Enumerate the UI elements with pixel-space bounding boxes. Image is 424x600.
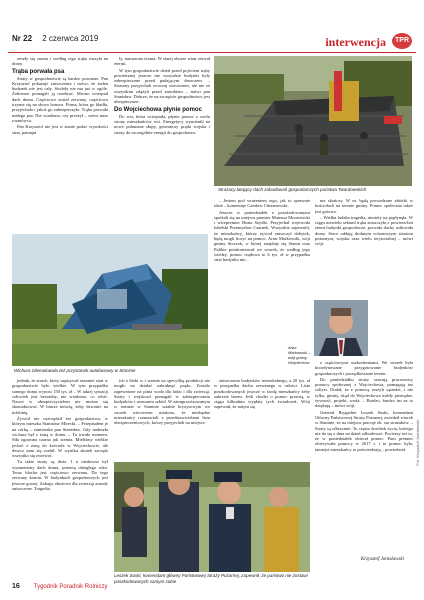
paragraph: ly, naruszona ściana. W starej oborze wiatr zerwał eternit. xyxy=(114,56,210,67)
article-column-7 xyxy=(214,378,310,458)
section-title: interwencja xyxy=(325,35,386,49)
page-footer xyxy=(12,583,107,590)
photo-caption-3: Artur Markowski – wójt gminy Wojciechów xyxy=(288,345,311,365)
photo-firefighters-roof xyxy=(214,56,412,186)
photo-caption-4: Leszek Suski, komendant główny Państwowej Straży Pożarnej, zapewnił, że państwo nie zostawi poszkodowanych samym sobie xyxy=(114,573,308,584)
paragraph: Jeszcze w poniedziałek z poszkodowanymi spotkali się na miejscu premier Mateusz Morawiecki i wicepremier Beata Szydło. Przyjechał wojewoda lubelski Przemysław Czarnek. Wszystkie zapewnili, że mieszkańcy, którzy żywioł zniszczył dobytek, będą mogli liczyć na pomoc. Artur Markowski, wójt gminy Stoczek, w której znajduje się Stanin oraz Palikie poinformował we wtorek, że według jego wiedzy, pomoc rządowa to 6 tys. zł w przypadku strat budynku nie... xyxy=(214,209,310,263)
photo-caption-1: Strażacy łatający dach zabudowań gospodarczych państwa Twardowskich xyxy=(218,187,367,192)
paragraph: z częściowymi uszkodzeniami. We wtorek była koordynowane przygotowanie budynków gospodarczych i porządkowanie terenu. xyxy=(315,360,413,376)
paragraph: W tym gospodarstwie dzień przed pojściem trąby powietrznej jeszcze nie wszystkie budynki były zabezpieczone przed padającym deszczem. – Straszny przyjechali wczoraj wieczorem, ale nie ze wszystkim zdążyli przed zmrokiem – mówi pan Stanisław. Dobrze, że na szczęście gospodarstwo jest ubezpieczone. xyxy=(114,67,210,105)
subheading: Trąba porwała psa xyxy=(12,68,65,75)
paragraph: Generał Brygadier Leszek Suski, komendant Główny Państwowej Straży Pożarnej, zwiedził wtorek w Staninie, że na miejscu pracuje ok. stu strażaków. – Straty są olbrzymie. To często dorobek życia, którego nie da się z dnia na dzień odbudować. Pocieszy też to, że w poniedziałek obiecał pomoc. Pani premier obiecywała pomocy w 2017 r. i to pomoc była, tamtejsi mieszkańcy to potwierdzają – powiedział. xyxy=(315,409,413,452)
photo-bus-stop xyxy=(12,234,208,366)
article-column-5 xyxy=(12,378,108,556)
publication-brand: Tygodnik Poradnik Rolniczy xyxy=(33,584,108,590)
paragraph: nie skończy. W m. będą prowadzone zbiórki w kościołach na terenie gminy. Pomoc społeczna także jest gotowa. xyxy=(315,198,413,214)
photo-credit: Fot. Krzysztof Janisławski xyxy=(415,420,420,466)
article-column-1 xyxy=(12,56,108,230)
issue-number: Nr 22 xyxy=(12,34,33,43)
paragraph: zniszczenia budynków mieszkalnego, a 20 tys. zł w przypadku dachu zerwanego w całości. Lista poszkodowanych jeszcze w środę mieszkańcy żeby zakresie lasem. Jeśli chodzi o pomoc prawną, w ciągu kilkudniu wypłaty tych świadczeń. Wójt zapewnił, że natym się xyxy=(214,378,310,410)
paragraph: – Wielka ludzka tragedia, niestety na popłynęła. W ciągu niewielu sekund trąba zniszczyła z powierzchni ziemi budynki gospodarcze, porwała dachy usiłowała domy. Serce oddają drobnym ochotniczym strażom pożarnym, wojsku oraz wielu terytorialnej – mówi wójt. xyxy=(315,214,413,247)
photo-commander xyxy=(114,462,310,572)
paragraph: ich z łóżki w i ważnie na specyfikę produkcji nie mogło na działać zabraknąć prądu. Zostało zapewnione na pitna woda dla ludzi i dla zwierząt. Straty i wojskowi pomagali w zabezpieczaniu budynków i usuwaniu szkód. W zaimprowizowanym w remizie w Staninie sztabie kryzysowym we wtorek wieczorem ustalono, że niezbędne mieszkańcy rozmawiali z przedstawicielami firm ubezpieczeniowych, którzy przyjechali na miejsce. xyxy=(114,378,210,426)
page-number: 16 xyxy=(12,583,20,590)
paragraph: – Jestem pod wrażeniem tego, jak to sprawnie idzie – komentuje Czesław Chrzanowski. xyxy=(214,198,310,209)
paragraph: Pan Krzysztof nie jest w stanie podać wysokości strat, pamięta xyxy=(12,124,108,135)
paragraph: Do poniedziałku straży szacują pracownicy pomocy społecznej z Wojciechowa, pomagają też soltysi. Dodał, że z pomocą ruszyli sąsiedzi, i nie tylko, gminy, skąd do Wojciechowa trafiły pieniądze, żywność, projekt, woda. – Bardzo, bardzo im za to dziękuję – mówi wójt. xyxy=(315,376,413,409)
article-column-4 xyxy=(315,198,413,298)
article-column-8 xyxy=(315,360,413,554)
page-header xyxy=(0,0,424,52)
subheading: Do Wojciechowa płynie pomoc xyxy=(114,106,202,113)
article-author: Krzysztof Janisławski xyxy=(360,557,404,562)
issue-date: 2 czerwca 2019 xyxy=(42,34,99,43)
article-column-6 xyxy=(114,378,210,458)
section-logo-icon: TPR xyxy=(392,33,412,49)
paragraph: Straty w gospodarstwie są bardzo poważne. Pan Krzysztof pokazuje zniszczenia i mówi, że żaden budynek nie jest cały. Stodoły nie ma już w ogóle. Żołnierze pomagali ją rozebrać. Mocno ucierpiał dach domu. Częściowo został zerwany, częściowo trzyma się na słowo honoru. Firma, która go kładła, przyjechała i jakoś go zabezpieczyła. Trąba porwała małego psa. Nie wiadomo, czy przeżył – mówi nasz rozmówca. xyxy=(12,75,108,123)
photo-wojt-portrait xyxy=(314,300,368,356)
photo-caption-2: Wichura zdemolowała też przystanek autobusowy w Staninie xyxy=(14,368,136,373)
article-column-2 xyxy=(114,56,210,230)
issue-info xyxy=(12,34,98,43)
paragraph: zeszły się razem i według tego trąba ruszyła na domy. xyxy=(12,56,108,67)
paragraph: Żywioł nie oszczędził też gospodarstwa, w którym mieszka Stanisław Mirecki. – Przepisałem je na córkę – zamieszka pan Stanisław. Gdy nadeszła wichura był z żoną w domu. – To trwało moment. Siła ogromna czarna jak ziemia. Mieliśmy wielkie jechać z żoną do kościoła w Wojciechowie, ale deszcz nam się rozbił. W wyniku skutek zacząło wszystko się zwiewać. xyxy=(12,416,108,459)
paragraph: jednak, że strach, który zapisywał szaranie strat w gospodarstwie było wielkie. W tym przypadku samego domu wynosi 150 tys. zł – W takiej sytuacji człowiek jest bezradny, nie wiadomo, co robić. Nawet w ubezpieczycielem nie można się skontaktować. W biurze mówią, żeby dzwonić na infolinię. xyxy=(12,378,108,415)
paragraph: Tu takie straty są duże. I u niedawno był wymieniony dach domu, jesienią ubiegłego roku. Teraz blacha jest częściowo zerwana. Do tego zerwany komin. W budynkach gospodarczych jest jeszcze gorzej. Zakupy zbożowe dla zwierząt zostały zniszczone. Tragedia. xyxy=(12,459,108,491)
header-rule xyxy=(8,52,416,53)
paragraph: Do wsi, która ucierpiała, płynie pomoc z wielu strony mieszkańców wsi. Energetycy wymienili na nowe połamane słupy, generatory prądu wojska i straży do szczególnie energii do gospodarstw. xyxy=(114,113,210,135)
